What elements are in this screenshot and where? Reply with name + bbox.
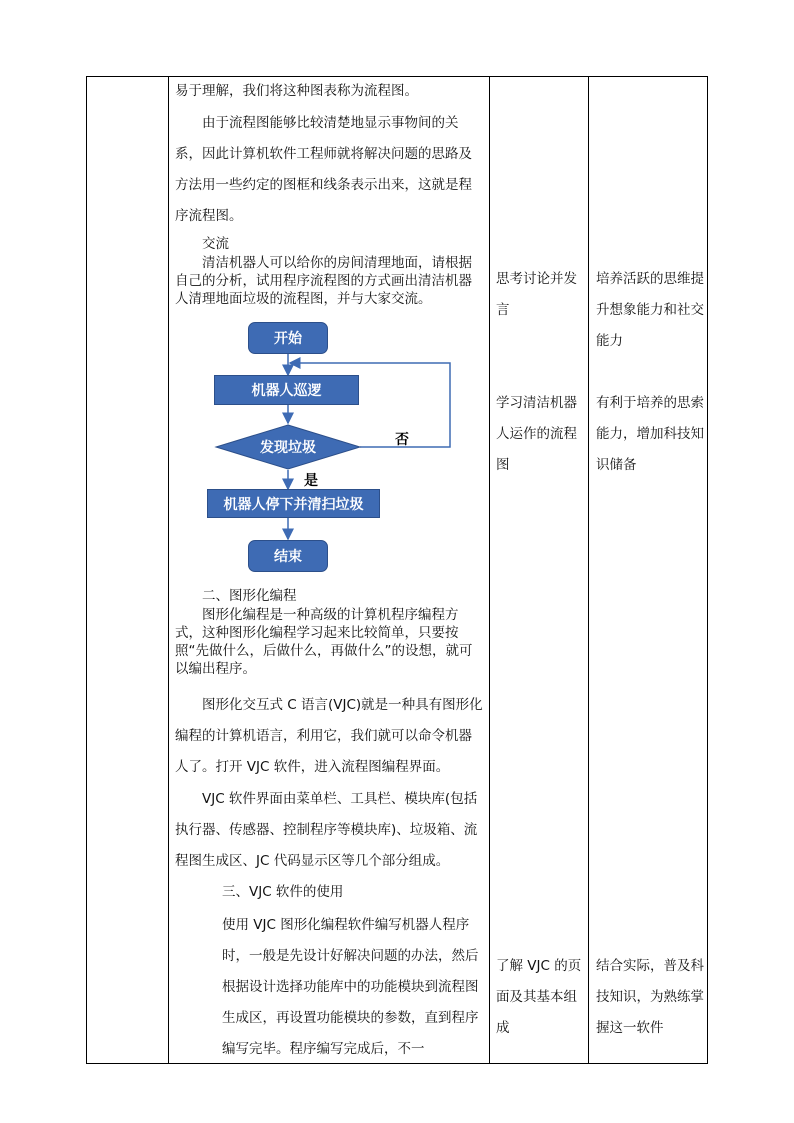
section3-para1: 使用 VJC 图形化编程软件编写机器人程序时，一般是先设计好解决问题的办法，然后根据设计选择功能库中的功能模块到流程图生成区，再设置功能模块的参数，直到程序编写完毕。程序编写完成后，不一 xyxy=(222,917,479,1057)
flow-no-label: 否 xyxy=(395,432,409,448)
flow-end-node: 结束 xyxy=(248,540,328,572)
flow-decision-label: 发现垃圾 xyxy=(260,440,316,456)
section2-para1: 图形化编程是一种高级的计算机程序编程方式，这种图形化编程学习起来比较简单，只要按照“先做什么，后做什么，再做什么”的设想，就可以编出程序。 xyxy=(175,607,473,677)
section2-heading: 二、图形化编程 xyxy=(202,588,297,604)
design-intent-2: 有利于培养的思索能力，增加科技知识储备 xyxy=(596,395,704,473)
student-activity-1: 思考讨论并发言 xyxy=(496,271,577,318)
section2-para3: VJC 软件界面由菜单栏、工具栏、模块库(包括执行器、传感器、控制程序等模块库)、垃圾箱、流程图生成区、JC 代码显示区等几个部分组成。 xyxy=(175,791,478,869)
design-intent-3: 结合实际，普及科技知识，为熟练掌握这一软件 xyxy=(596,958,704,1036)
intro-paragraph: 由于流程图能够比较清楚地显示事物间的关系，因此计算机软件工程师就将解决问题的思路及方法用一些约定的图框和线条表示出来，这就是程序流程图。 xyxy=(175,115,472,224)
exchange-heading: 交流 xyxy=(202,236,229,252)
design-intent-1: 培养活跃的思维提升想象能力和社交能力 xyxy=(596,271,704,349)
student-activity-3: 了解 VJC 的页面及其基本组成 xyxy=(496,958,582,1036)
exchange-text: 清洁机器人可以给你的房间清理地面，请根据自己的分析，试用程序流程图的方式画出清洁机器人清理地面垃圾的流程图，并与大家交流。 xyxy=(175,255,472,307)
student-activity-2: 学习清洁机器人运作的流程图 xyxy=(496,395,577,473)
intro-line: 易于理解，我们将这种图表称为流程图。 xyxy=(175,83,418,99)
flow-yes-label: 是 xyxy=(304,473,318,489)
section2-para2: 图形化交互式 C 语言(VJC)就是一种具有图形化编程的计算机语言，利用它，我们就可以命令机器人了。打开 VJC 软件，进入流程图编程界面。 xyxy=(175,697,483,775)
flow-patrol-node: 机器人巡逻 xyxy=(214,375,359,405)
flow-start-node: 开始 xyxy=(248,322,328,354)
flow-clean-node: 机器人停下并清扫垃圾 xyxy=(207,489,380,518)
section3-heading: 三、VJC 软件的使用 xyxy=(222,884,344,900)
